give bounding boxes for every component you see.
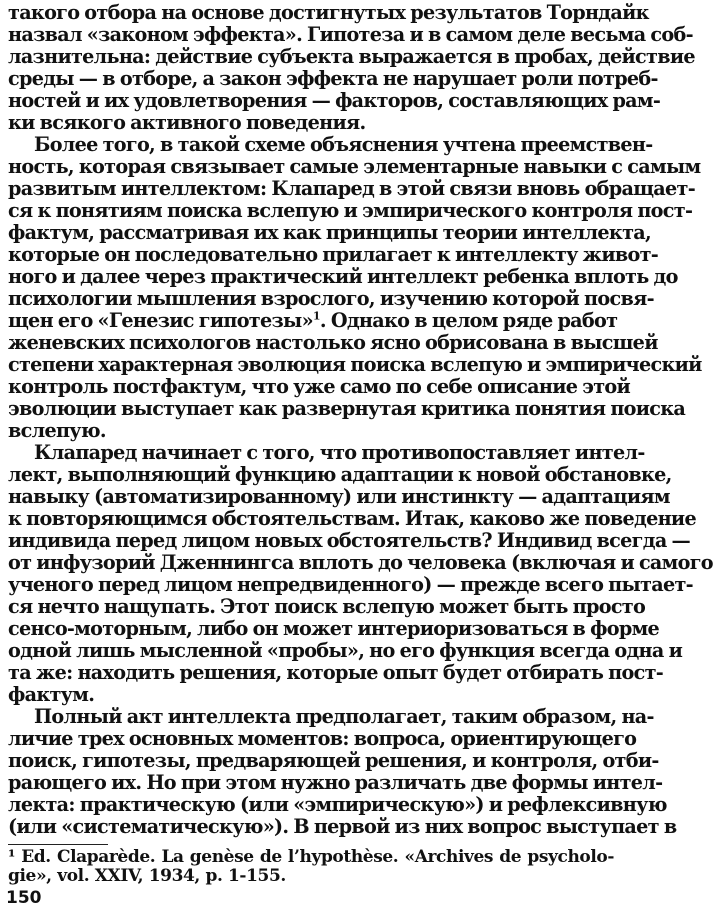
paragraph-start: Полный акт интеллекта предполагает, таким образом, на- [34, 705, 654, 728]
text-line: такого отбора на основе достигнутых результатов Торндайк [8, 1, 649, 24]
text-line: навыку (автоматизированному) или инстинкту — адаптациям [8, 485, 670, 508]
footnote-line: gie», vol. XXIV, 1934, p. 1-155. [8, 866, 286, 886]
text-line: ки всякого активного поведения. [8, 111, 366, 134]
text-line: среды — в отборе, а закон эффекта не нарушает роли потреб- [8, 67, 658, 90]
text-line: к повторяющимся обстоятельствам. Итак, каково же поведение [8, 507, 696, 530]
text-line: (или «систематическую»). В первой из них вопрос выступает в [8, 815, 677, 838]
text-line: ность, которая связывает самые элементарные навыки с самым [8, 155, 701, 178]
text-line: фактум, рассматривая их как принципы теории интеллекта, [8, 221, 651, 244]
text-line-with-footnote [8, 309, 618, 332]
text-line: ностей и их удовлетворения — факторов, составляющих рам- [8, 89, 661, 112]
text-line: та же: находить решения, которые опыт будет отбирать пост- [8, 661, 664, 684]
text-line: женевских психологов настолько ясно обрисована в высшей [8, 331, 658, 354]
text-line: ученого перед лицом непредвиденного) — прежде всего пытает- [8, 573, 693, 596]
text-segment: . Однако в целом ряде работ [319, 309, 618, 332]
text-line: поиск, гипотезы, предваряющей решения, и контроля, отби- [8, 749, 659, 772]
text-line: фактум. [8, 683, 95, 706]
text-segment: щен его «Генезис гипотезы» [8, 309, 313, 332]
footnote-marker: 1 [312, 309, 320, 323]
text-line: эволюции выступает как развернутая критика понятия поиска [8, 397, 686, 420]
text-line: лект, выполняющий функцию адаптации к новой обстановке, [8, 463, 672, 486]
text-line: назвал «законом эффекта». Гипотеза и в самом деле весьма соб- [8, 23, 693, 46]
text-line: одной лишь мысленной «пробы», но его функция всегда одна и [8, 639, 683, 662]
footnote-divider [8, 844, 108, 845]
text-line: индивида перед лицом новых обстоятельств? Индивид всегда — [8, 529, 691, 552]
text-line: которые он последовательно прилагает к интеллекту живот- [8, 243, 659, 266]
text-line: контроль постфактум, что уже само по себе описание этой [8, 375, 631, 398]
text-line: лекта: практическую (или «эмпирическую») и рефлексивную [8, 793, 667, 816]
text-line: ся нечто нащупать. Этот поиск вслепую может быть просто [8, 595, 646, 618]
text-line: вслепую. [8, 419, 106, 442]
text-line: лазнительна: действие субъекта выражается в пробах, действие [8, 45, 695, 68]
paragraph-start: Клапаред начинает с того, что противопоставляет интел- [34, 441, 645, 464]
paragraph-start: Более того, в такой схеме объяснения учтена преемствен- [34, 133, 653, 156]
text-line: степени характерная эволюция поиска вслепую и эмпирический [8, 353, 702, 376]
footnote-line: ¹ Ed. Claparède. La genèse de l’hypothèse. «Archives de psycholo- [8, 847, 614, 867]
text-line: рающего их. Но при этом нужно различать две формы интел- [8, 771, 663, 794]
text-line: от инфузорий Дженнингса вплоть до человека (включая и самого [8, 551, 713, 574]
text-line: психологии мышления взрослого, изучению которой посвя- [8, 287, 654, 310]
page-number: 150 [6, 888, 42, 908]
text-line: развитым интеллектом: Клапаред в этой связи вновь обращает- [8, 177, 695, 200]
text-line: ся к понятиям поиска вслепую и эмпирического контроля пост- [8, 199, 693, 222]
text-line: личие трех основных моментов: вопроса, ориентирующего [8, 727, 637, 750]
text-line: ного и далее через практический интеллект ребенка вплоть до [8, 265, 678, 288]
text-line: сенсо-моторным, либо он может интериоризоваться в форме [8, 617, 660, 640]
